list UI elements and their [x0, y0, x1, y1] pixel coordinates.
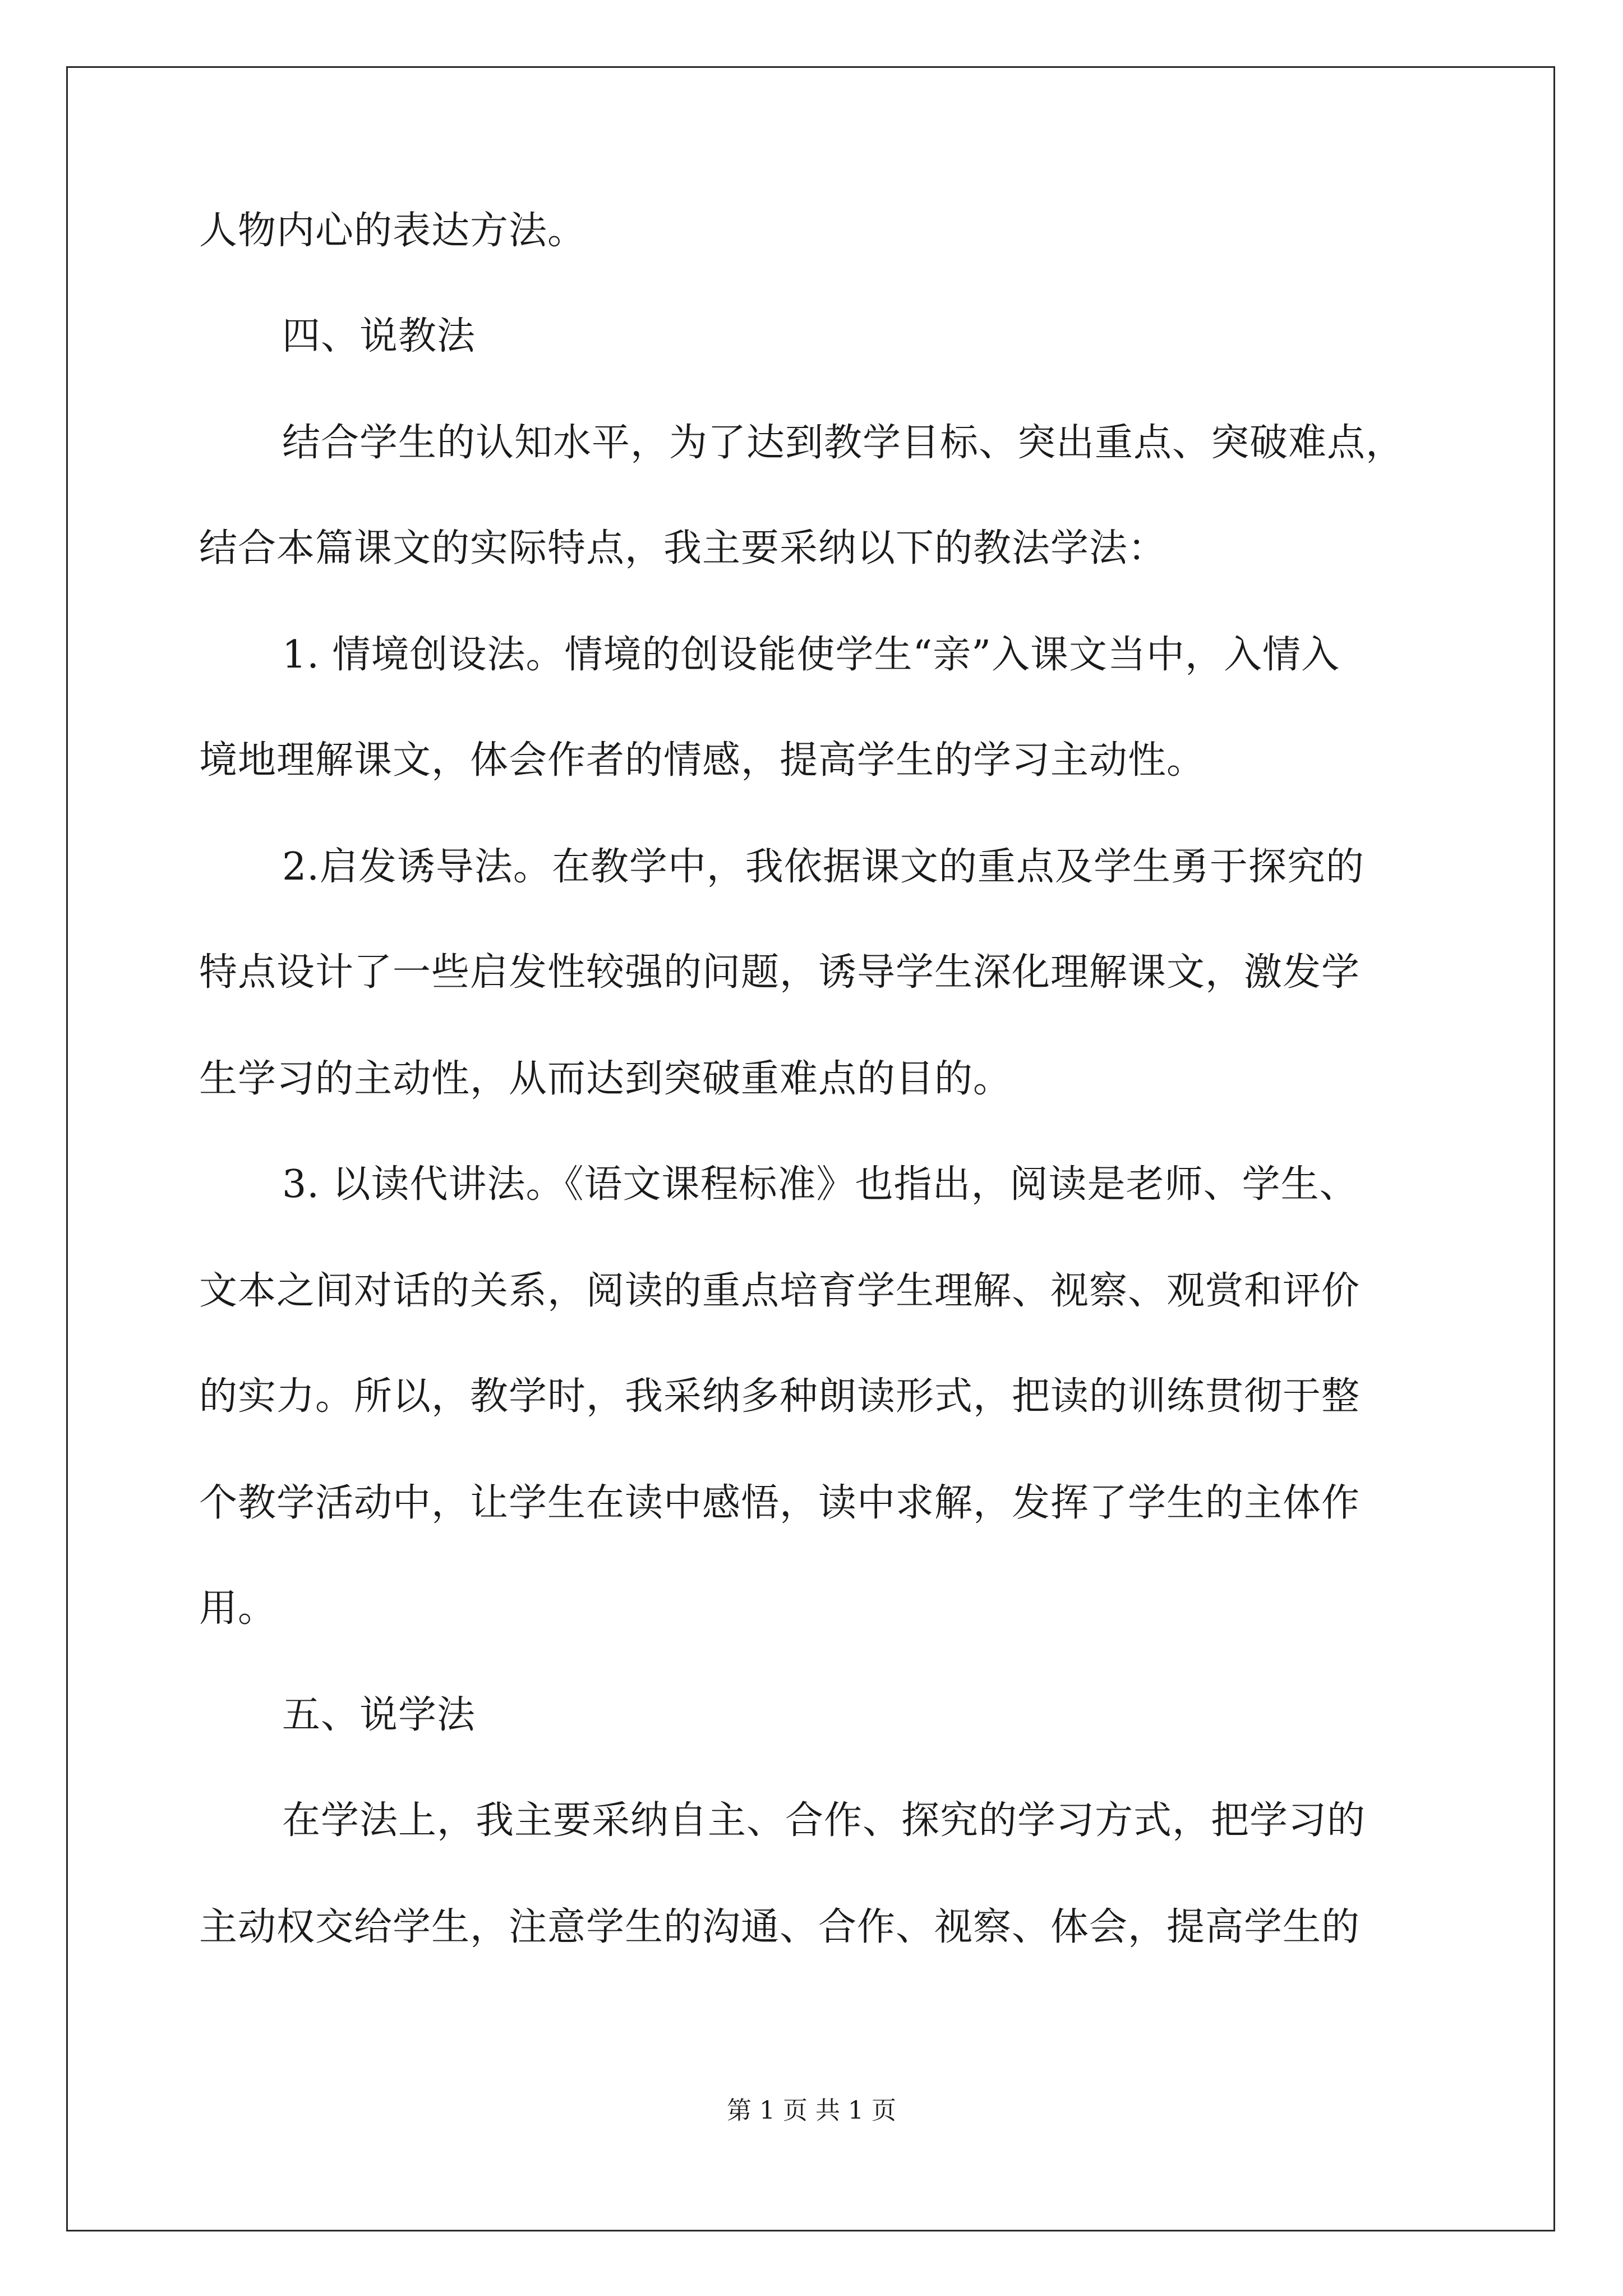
text-line: 1. 情境创设法。情境的创设能使学生“亲”入课文当中，入情入: [282, 633, 1340, 677]
section-heading: 五、说学法: [282, 1693, 476, 1737]
section-heading: 四、说教法: [282, 314, 476, 358]
text-line: 主动权交给学生，注意学生的沟通、合作、视察、体会，提高学生的: [199, 1905, 1361, 1949]
text-line: 在学法上，我主要采纳自主、合作、探究的学习方式，把学习的: [282, 1798, 1366, 1843]
text-line: 生学习的主动性，从而达到突破重难点的目的。: [199, 1057, 1012, 1101]
text-line: 用。: [199, 1586, 277, 1631]
text-line: 特点设计了一些启发性较强的问题，诱导学生深化理解课文，激发学: [199, 950, 1361, 995]
text-line: 结合本篇课文的实际特点，我主要采纳以下的教法学法：: [199, 526, 1167, 570]
text-line: 结合学生的认知水平，为了达到教学目标、突出重点、突破难点，: [282, 421, 1405, 465]
text-line: 3. 以读代讲法。《语文课程标准》也指出，阅读是老师、学生、: [282, 1162, 1358, 1207]
text-line: 文本之间对话的关系，阅读的重点培育学生理解、视察、观赏和评价: [199, 1269, 1361, 1313]
text-line: 的实力。所以，教学时，我采纳多种朗读形式，把读的训练贯彻于整: [199, 1374, 1361, 1419]
text-line: 人物内心的表达方法。: [199, 209, 587, 253]
text-line: 境地理解课文，体会作者的情感，提高学生的学习主动性。: [199, 738, 1206, 783]
page-number: 第 1 页 共 1 页: [727, 2096, 896, 2125]
text-line: 个教学活动中，让学生在读中感悟，读中求解，发挥了学生的主体作: [199, 1481, 1361, 1525]
text-line: 2.启发诱导法。在教学中，我依据课文的重点及学生勇于探究的: [282, 845, 1364, 889]
